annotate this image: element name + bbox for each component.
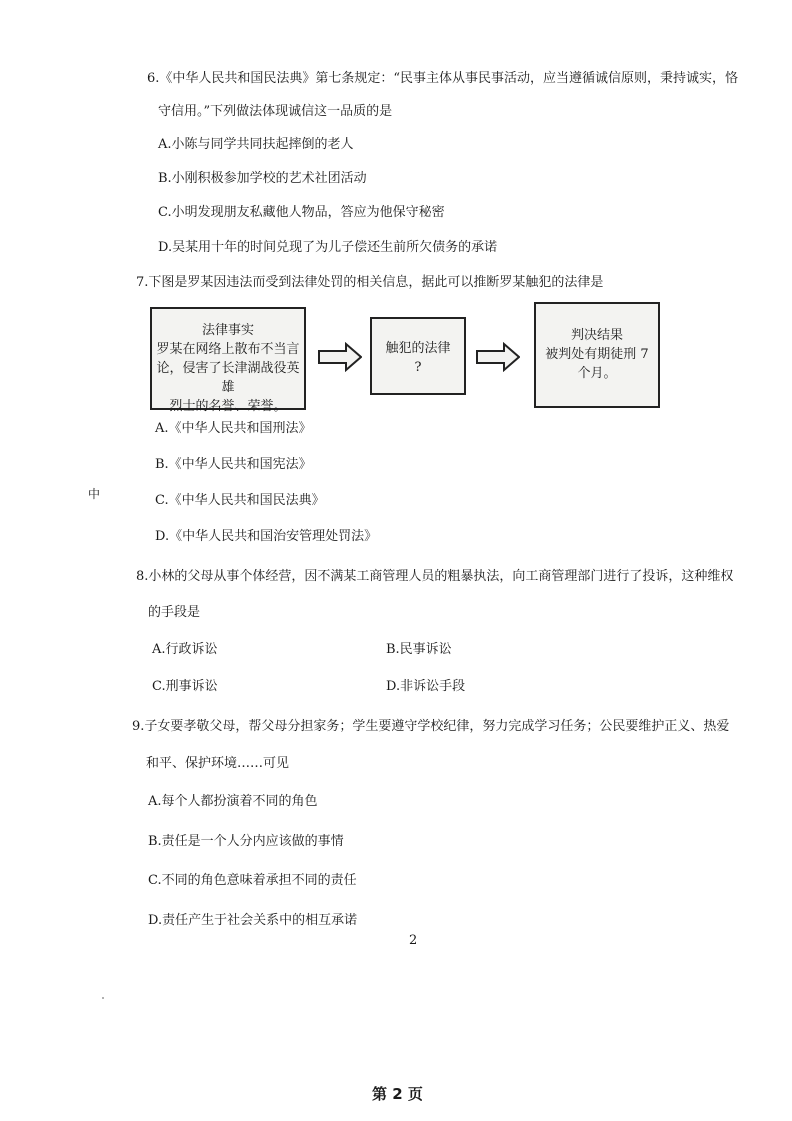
q7-stem: 7.下图是罗某因违法而受到法律处罚的相关信息，据此可以推断罗某触犯的法律是 (136, 275, 604, 290)
q6-stem-line1: 6.《中华人民共和国民法典》第七条规定：“民事主体从事民事活动，应当遵循诚信原则，秉持诚实，恪 (147, 71, 739, 86)
q8-option-d: D.非诉讼手段 (386, 679, 466, 694)
legal-fact-line: 论，侵害了长津湖战役英雄 (156, 361, 300, 395)
q6-option-c: C.小明发现朋友私藏他人物品，答应为他保守秘密 (158, 205, 445, 220)
verdict-title: 判决结果 (570, 328, 623, 343)
q6-option-a: A.小陈与同学共同扶起摔倒的老人 (158, 137, 354, 152)
q6-option-d: D.吴某用十年的时间兑现了为儿子偿还生前所欠债务的承诺 (158, 240, 498, 255)
legal-fact-box (150, 307, 306, 414)
violated-law-box (370, 317, 466, 395)
q7-option-d: D.《中华人民共和国治安管理处罚法》 (155, 529, 378, 544)
legal-fact-line: 烈士的名誉、荣誉。 (169, 399, 287, 414)
verdict-box (534, 302, 660, 408)
q8-option-a: A.行政诉讼 (152, 642, 218, 657)
q9-option-a: A.每个人都扮演着不同的角色 (148, 794, 318, 809)
q8-option-b: B.民事诉讼 (386, 642, 452, 657)
violated-law-title: 触犯的法律 (385, 341, 451, 356)
q6-option-b: B.小刚积极参加学校的艺术社团活动 (158, 171, 367, 186)
q9-option-c: C.不同的角色意味着承担不同的责任 (148, 873, 357, 888)
q7-option-a: A.《中华人民共和国刑法》 (155, 421, 312, 436)
q9-option-b: B.责任是一个人分内应该做的事情 (148, 834, 344, 849)
page-number: 2 (409, 933, 418, 948)
q9-stem-line2: 和平、保护环境……可见 (146, 756, 290, 771)
q8-option-c: C.刑事诉讼 (152, 679, 218, 694)
q8-stem-line2: 的手段是 (148, 605, 201, 620)
q8-stem-line1: 8.小林的父母从事个体经营，因不满某工商管理人员的粗暴执法，向工商管理部门进行了投诉，这种维权 (136, 569, 734, 584)
legal-fact-title: 法律事实 (201, 323, 254, 338)
question-mark: ? (414, 360, 422, 375)
scan-speck (102, 997, 104, 999)
q6-stem-line2: 守信用。”下列做法体现诚信这一品质的是 (158, 104, 393, 119)
verdict-line: 个月。 (577, 366, 617, 381)
q7-option-c: C.《中华人民共和国民法典》 (155, 493, 325, 508)
q9-option-d: D.责任产生于社会关系中的相互承诺 (148, 913, 358, 928)
q9-stem-line1: 9.子女要孝敬父母，帮父母分担家务；学生要遵守学校纪律，努力完成学习任务；公民要维护正义、热爱 (132, 719, 730, 734)
right-arrow-icon (318, 342, 362, 372)
q7-option-b: B.《中华人民共和国宪法》 (155, 457, 312, 472)
legal-fact-line: 罗某在网络上散布不当言 (156, 342, 300, 357)
margin-mark: 中 (88, 487, 101, 501)
verdict-line: 被判处有期徒刑 7 (545, 347, 649, 362)
page-footer: 第 2 页 (372, 1085, 423, 1103)
right-arrow-icon (476, 342, 520, 372)
